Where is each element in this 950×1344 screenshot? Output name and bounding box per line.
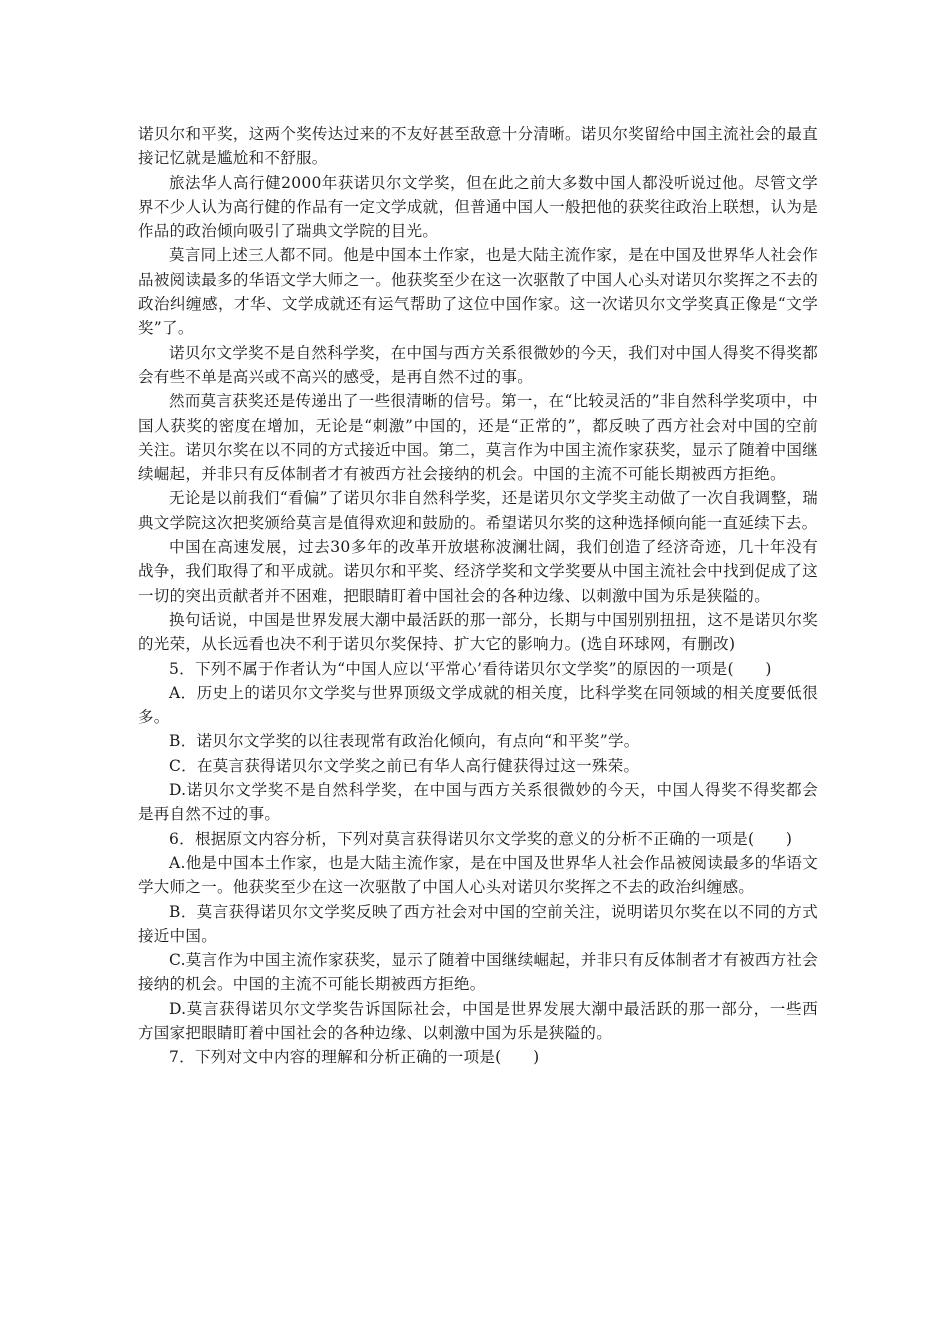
- paragraph: 诺贝尔和平奖，这两个奖传达过来的不友好甚至敌意十分清晰。诺贝尔奖留给中国主流社会的最直接记忆就是尴尬和不舒服。: [138, 125, 818, 168]
- paragraph: 诺贝尔文学奖不是自然科学奖，在中国与西方关系很微妙的今天，我们对中国人得奖不得奖都会有些不单是高兴或不高兴的感受，是再自然不过的事。: [138, 343, 818, 386]
- paragraph: 莫言同上述三人都不同。他是中国本土作家，也是大陆主流作家，是在中国及世界华人社会作品被阅读最多的华语文学大师之一。他获奖至少在这一次驱散了中国人心头对诺贝尔奖挥之不去的政治纠缠感，才华、文学成就还有运气帮助了这位中国作家。这一次诺贝尔文学奖真正像是“文学奖”了。: [138, 246, 818, 338]
- paragraph: 然而莫言获奖还是传递出了一些很清晰的信号。第一，在“比较灵活的”非自然科学奖项中，中国人获奖的密度在增加，无论是“刺激”中国的，还是“正常的”，都反映了西方社会对中国的空前关注。诺贝尔奖在以不同的方式接近中国。第二，莫言作为中国主流作家获奖，显示了随着中国继续崛起，并非只有反体制者才有被西方社会接纳的机会。中国的主流不可能长期被西方拒绝。: [138, 392, 818, 484]
- paragraph: 换句话说，中国是世界发展大潮中最活跃的那一部分，长期与中国别别扭扭，这不是诺贝尔奖的光荣，从长远看也决不利于诺贝尔奖保持、扩大它的影响力。(选自环球网，有删改): [138, 610, 818, 654]
- question-stem: 7．下列对文中内容的理解和分析正确的一项是( ): [169, 1048, 540, 1067]
- option-d: D.莫言获得诺贝尔文学奖告诉国际社会，中国是世界发展大潮中最活跃的那一部分，一些西方国家把眼睛盯着中国社会的各种边缘、以刺激中国为乐是狭隘的。: [138, 999, 818, 1042]
- question-5: [138, 657, 818, 827]
- question-6: [138, 827, 818, 1046]
- option-a: A.他是中国本土作家，也是大陆主流作家，是在中国及世界华人社会作品被阅读最多的华语文学大师之一。他获奖至少在这一次驱散了中国人心头对诺贝尔奖挥之不去的政治纠缠感。: [138, 853, 818, 897]
- paragraph: 中国在高速发展，过去30多年的改革开放堪称波澜壮阔，我们创造了经济奇迹，几十年没有战争，我们取得了和平成就。诺贝尔和平奖、经济学奖和文学奖要从中国主流社会中找到促成了这一切的突出贡献者并不困难，把眼睛盯着中国社会的各种边缘、以刺激中国为乐是狭隘的。: [138, 538, 818, 605]
- paragraph: 无论是以前我们“看偏”了诺贝尔非自然科学奖，还是诺贝尔文学奖主动做了一次自我调整，瑞典文学院这次把奖颁给莫言是值得欢迎和鼓励的。希望诺贝尔奖的这种选择倾向能一直延续下去。: [138, 489, 818, 532]
- option-c: C.莫言作为中国主流作家获奖，显示了随着中国继续崛起，并非只有反体制者才有被西方社会接纳的机会。中国的主流不可能长期被西方拒绝。: [138, 951, 818, 994]
- option-d: D.诺贝尔文学奖不是自然科学奖，在中国与西方关系很微妙的今天，中国人得奖不得奖都会是再自然不过的事。: [138, 781, 818, 824]
- option-c: C．在莫言获得诺贝尔文学奖之前已有华人高行健获得过这一殊荣。: [169, 756, 640, 775]
- question-stem: 6．根据原文内容分析，下列对莫言获得诺贝尔文学奖的意义的分析不正确的一项是( ): [169, 829, 793, 848]
- question-stem: 5．下列不属于作者认为“中国人应以‘平常心’看待诺贝尔文学奖”的原因的一项是( ): [169, 659, 772, 678]
- option-b: B．诺贝尔文学奖的以往表现常有政治化倾向，有点向“和平奖”学。: [169, 732, 640, 751]
- option-b: B．莫言获得诺贝尔文学奖反映了西方社会对中国的空前关注，说明诺贝尔奖在以不同的方式接近中国。: [138, 902, 818, 945]
- question-7: [138, 1045, 818, 1069]
- document-page: [138, 122, 818, 1070]
- paragraph: 旅法华人高行健2000年获诺贝尔文学奖，但在此之前大多数中国人都没听说过他。尽管文学界不少人认为高行健的作品有一定文学成就，但普通中国人一般把他的获奖往政治上联想，认为是作品的政治倾向吸引了瑞典文学院的目光。: [138, 173, 818, 241]
- option-a: A．历史上的诺贝尔文学奖与世界顶级文学成就的相关度，比科学奖在同领域的相关度要低很多。: [138, 683, 818, 727]
